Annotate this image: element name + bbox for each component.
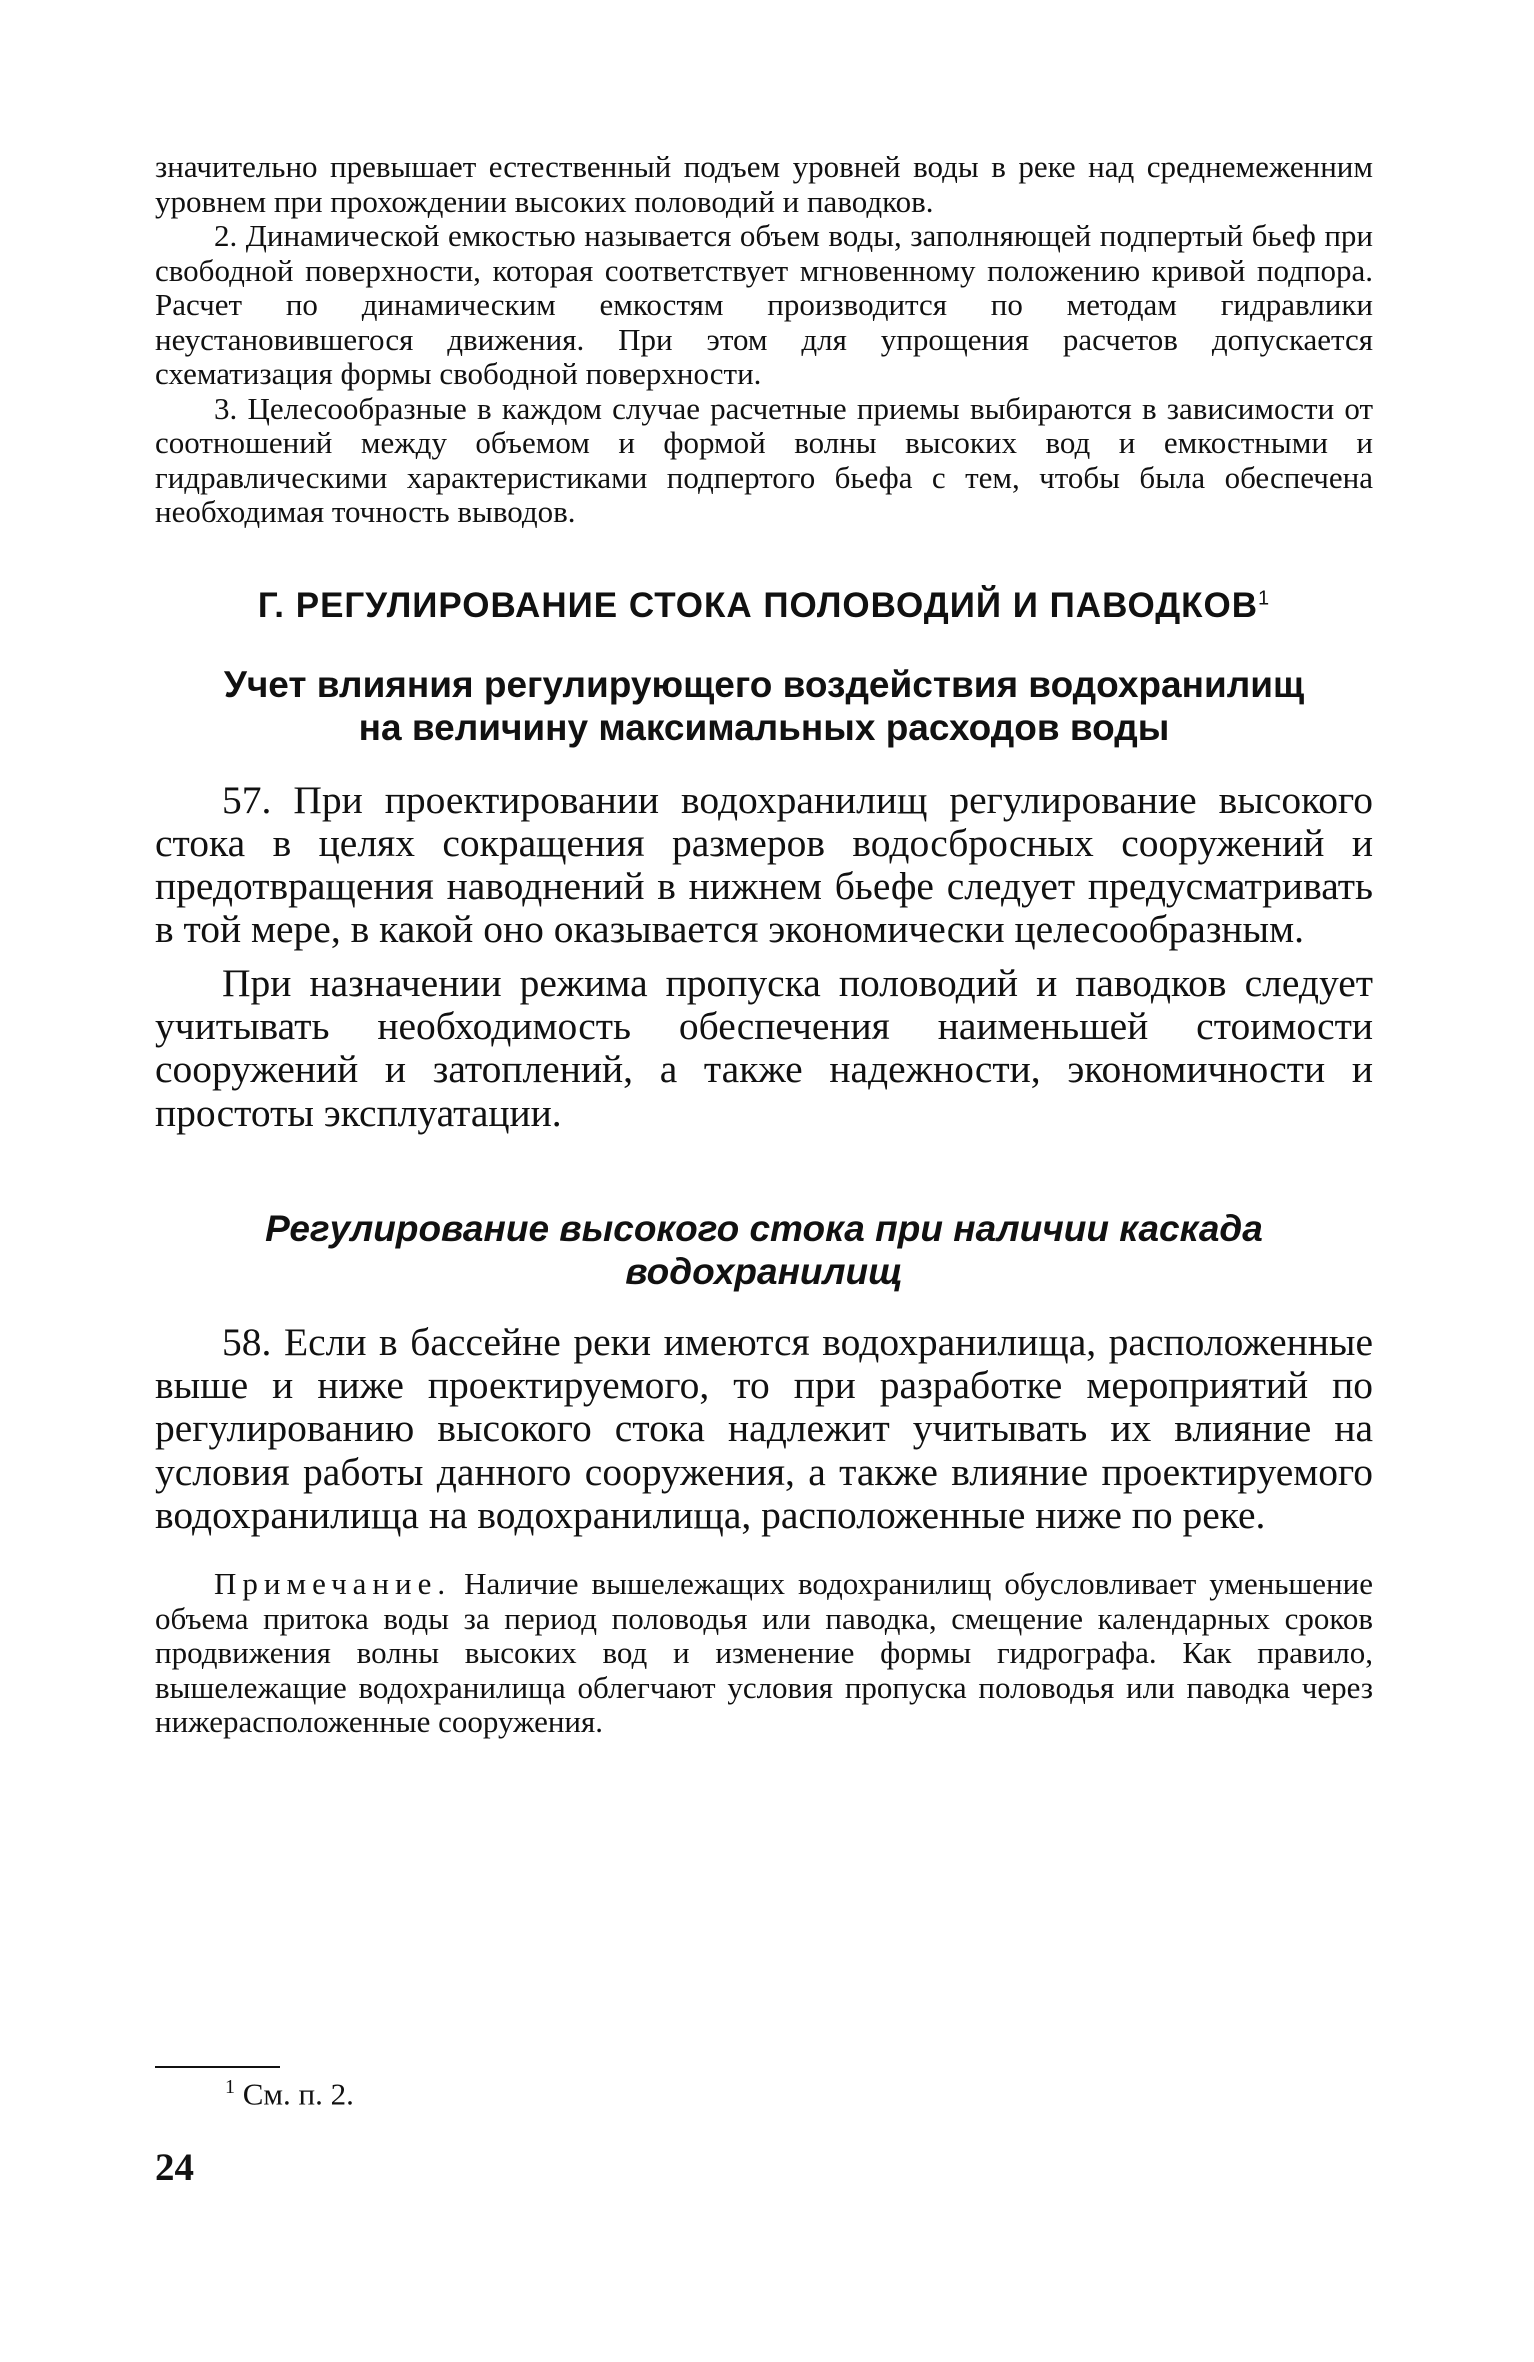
paragraph-item-3: 3. Целесообразные в каждом случае расчетные приемы выбираются в зависимости от соотношений между объемом и формой волны высоких вод и емкостными и гидравлическими характеристиками подпертого бьефа с тем, чтобы была обеспечена необходимая точность выводов. <box>155 390 1373 529</box>
paragraph-58: 58. Если в бассейне реки имеются водохранилища, расположенные выше и ниже проектируемого, то при разработке мероприятий по регулированию высокого стока надлежит учитывать их влияние на условия работы данного сооружения, а также влияние проектируемого водохранилища на водохранилища, расположенные ниже по реке. <box>155 1319 1373 1538</box>
subsection-heading-2-line2: водохранилищ <box>625 1250 903 1292</box>
subsection-heading-1-line1: Учет влияния регулирующего воздействия водохранилищ <box>223 663 1305 705</box>
subsection-heading-2 <box>155 1207 1373 1293</box>
paragraph-57: 57. При проектировании водохранилищ регулирование высокого стока в целях сокращения размеров водосбросных сооружений и предотвращения наводнений в нижнем бьефе следует предусматривать в той мере, в какой оно оказывается экономически целесообразным. <box>155 777 1373 952</box>
page-number: 24 <box>155 2146 194 2189</box>
note-paragraph <box>155 1567 1373 1740</box>
subsection-heading-1-line2: на величину максимальных расходов воды <box>358 706 1170 748</box>
continuation-paragraph: значительно превышает естественный подъем уровней воды в реке над среднемеженним уровнем при прохождении высоких половодий и паводков. <box>155 149 1373 219</box>
footnote <box>225 2076 354 2112</box>
section-heading <box>155 586 1373 626</box>
paragraph-57-continuation: При назначении режима пропуска половодий и паводков следует учитывать необходимость обеспечения наименьшей стоимости сооружений и затоплений, а также надежности, экономичности и простоты эксплуатации. <box>155 960 1373 1135</box>
section-heading-text: Г. РЕГУЛИРОВАНИЕ СТОКА ПОЛОВОДИЙ И ПАВОДКОВ <box>257 585 1259 625</box>
footnote-mark: 1 <box>225 2076 235 2098</box>
footnote-ref: 1 <box>1258 586 1271 609</box>
footnote-divider <box>155 2066 280 2068</box>
subsection-heading-2-line1: Регулирование высокого стока при наличии каскада <box>265 1207 1263 1249</box>
subsection-heading-1 <box>155 663 1373 749</box>
page-body <box>155 150 1373 1740</box>
note-label: Примечание. <box>214 1566 452 1602</box>
paragraph-item-2: 2. Динамической емкостью называется объем воды, заполняющей подпертый бьеф при свободной поверхности, которая соответствует мгновенному положению кривой подпора. Расчет по динамическим емкостям производится по методам гидравлики неустановившегося движения. При этом для упрощения расчетов допускается схематизация формы свободной поверхности. <box>155 218 1373 391</box>
note-text: Наличие вышележащих водохранилищ обусловливает уменьшение объема притока воды за период половодья или паводка, смещение календарных сроков продвижения волны высоких вод и изменение формы гидрографа. Как правило, вышележащие водохранилища облегчают условия пропуска половодья или паводка через нижерасположенные сооружения. <box>155 1566 1373 1740</box>
footnote-text: См. п. 2. <box>242 2076 354 2112</box>
